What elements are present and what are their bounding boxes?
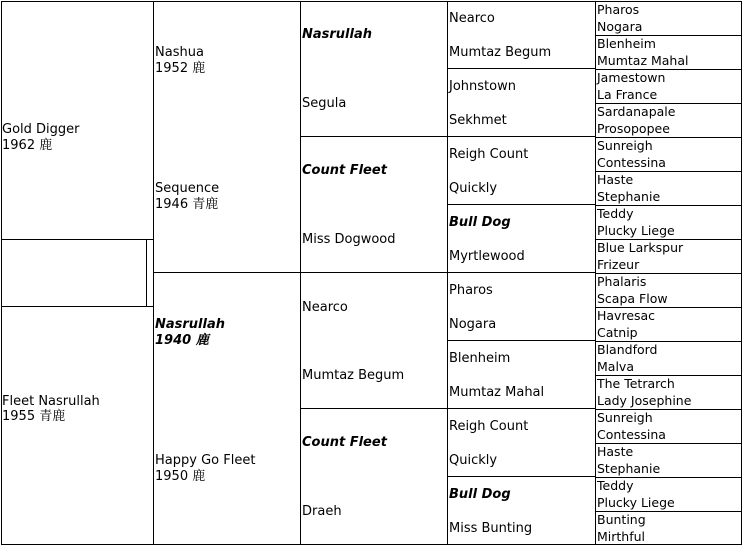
gen4-name-1: Mumtaz Begum bbox=[449, 45, 552, 60]
gen2-year-3: 1950 鹿 bbox=[155, 469, 206, 484]
gen5-name-11: Stephanie bbox=[597, 189, 661, 204]
gen1-dam-year: 1955 青鹿 bbox=[2, 409, 66, 424]
gen5-name-29: Plucky Liege bbox=[597, 495, 675, 510]
gen5-name-19: Catnip bbox=[597, 325, 638, 340]
gen2-name-1: Sequence bbox=[155, 181, 220, 196]
gen1-dam-cell bbox=[1, 306, 154, 545]
gen4-name-8: Pharos bbox=[449, 283, 493, 298]
gen3-cell-0 bbox=[300, 1, 448, 137]
gen5-name-21: Malva bbox=[597, 359, 634, 374]
gen5-name-2: Blenheim bbox=[597, 36, 656, 51]
gen3-name-4: Nearco bbox=[302, 300, 348, 315]
gen5-name-22: The Tetrarch bbox=[597, 376, 675, 391]
gen5-name-27: Stephanie bbox=[597, 461, 661, 476]
gen1-blank-box bbox=[1, 239, 147, 307]
gen5-name-12: Teddy bbox=[597, 206, 634, 221]
gen5-name-4: Jamestown bbox=[597, 70, 666, 85]
gen2-year-1: 1946 青鹿 bbox=[155, 197, 219, 212]
gen5-name-23: Lady Josephine bbox=[597, 393, 692, 408]
gen5-name-14: Blue Larkspur bbox=[597, 240, 684, 255]
gen4-name-0: Nearco bbox=[449, 11, 495, 26]
gen1-sire-cell bbox=[1, 1, 154, 240]
gen3-name-0: Nasrullah bbox=[302, 27, 372, 42]
gen4-name-6: Bull Dog bbox=[449, 215, 511, 230]
gen4-name-2: Johnstown bbox=[449, 79, 516, 94]
gen5-name-5: La France bbox=[597, 87, 658, 102]
gen1-sire-name: Gold Digger bbox=[2, 122, 80, 137]
gen4-name-11: Mumtaz Mahal bbox=[449, 385, 545, 400]
gen4-name-9: Nogara bbox=[449, 317, 497, 332]
gen4-name-14: Bull Dog bbox=[449, 487, 511, 502]
gen5-name-15: Frizeur bbox=[597, 257, 640, 272]
gen3-cell-2 bbox=[300, 272, 448, 409]
gen4-name-5: Quickly bbox=[449, 181, 498, 196]
gen3-cell-1 bbox=[300, 136, 448, 273]
gen5-name-0: Pharos bbox=[597, 2, 640, 17]
gen2-name-3: Happy Go Fleet bbox=[155, 453, 256, 468]
gen3-name-3: Miss Dogwood bbox=[302, 232, 396, 247]
gen5-name-20: Blandford bbox=[597, 342, 658, 357]
gen1-sire-year: 1962 鹿 bbox=[2, 138, 53, 153]
gen3-name-7: Draeh bbox=[302, 504, 342, 519]
gen4-name-13: Quickly bbox=[449, 453, 498, 468]
gen2-year-0: 1952 鹿 bbox=[155, 61, 206, 76]
gen3-name-6: Count Fleet bbox=[302, 435, 387, 450]
gen1-dam-name: Fleet Nasrullah bbox=[2, 394, 100, 409]
gen3-name-1: Segula bbox=[302, 96, 347, 111]
gen4-name-10: Blenheim bbox=[449, 351, 511, 366]
gen5-name-18: Havresac bbox=[597, 308, 656, 323]
gen2-cell-2 bbox=[153, 272, 301, 545]
gen3-cell-3 bbox=[300, 408, 448, 545]
gen4-name-3: Sekhmet bbox=[449, 113, 507, 128]
gen4-name-15: Miss Bunting bbox=[449, 521, 533, 536]
gen5-name-25: Contessina bbox=[597, 427, 666, 442]
gen5-name-26: Haste bbox=[597, 444, 634, 459]
gen5-name-17: Scapa Flow bbox=[597, 291, 668, 306]
gen4-name-7: Myrtlewood bbox=[449, 249, 525, 264]
gen4-name-12: Reigh Count bbox=[449, 419, 529, 434]
gen5-name-8: Sunreigh bbox=[597, 138, 653, 153]
gen5-name-9: Contessina bbox=[597, 155, 666, 170]
gen5-name-24: Sunreigh bbox=[597, 410, 653, 425]
gen5-name-13: Plucky Liege bbox=[597, 223, 675, 238]
gen5-name-10: Haste bbox=[597, 172, 634, 187]
gen2-name-0: Nashua bbox=[155, 45, 204, 60]
gen5-name-3: Mumtaz Mahal bbox=[597, 53, 689, 68]
gen3-name-5: Mumtaz Begum bbox=[302, 368, 405, 383]
gen2-year-2: 1940 鹿 bbox=[155, 333, 209, 348]
gen5-name-6: Sardanapale bbox=[597, 104, 676, 119]
gen5-name-31: Mirthful bbox=[597, 529, 646, 544]
gen4-name-4: Reigh Count bbox=[449, 147, 529, 162]
gen5-name-16: Phalaris bbox=[597, 274, 647, 289]
gen2-name-2: Nasrullah bbox=[155, 317, 225, 332]
gen5-name-28: Teddy bbox=[597, 478, 634, 493]
gen2-cell-0 bbox=[153, 1, 301, 273]
gen5-name-7: Prosopopee bbox=[597, 121, 670, 136]
gen5-name-30: Bunting bbox=[597, 512, 646, 527]
gen5-name-1: Nogara bbox=[597, 19, 643, 34]
gen3-name-2: Count Fleet bbox=[302, 163, 387, 178]
